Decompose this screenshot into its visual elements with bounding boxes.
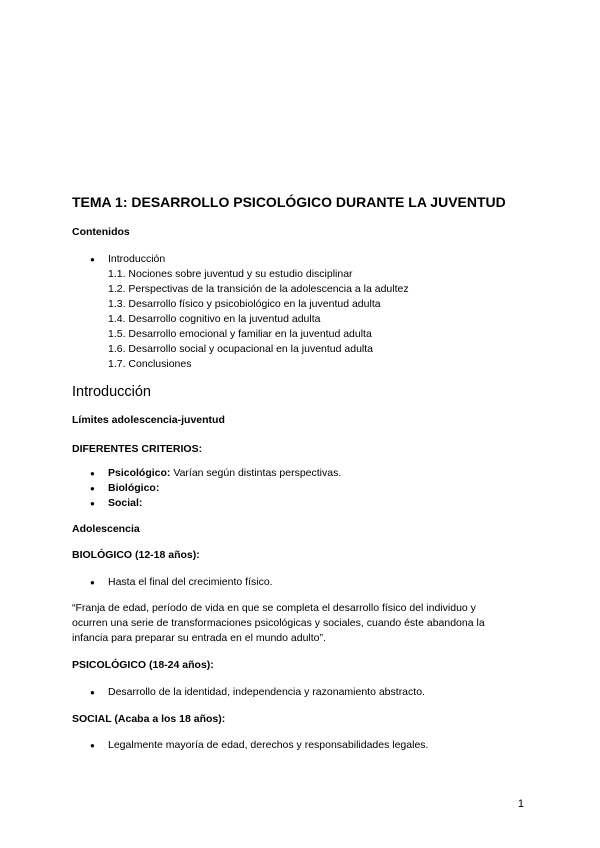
bullet-icon: ● (90, 688, 95, 697)
psychological-bullet: Desarrollo de la identidad, independencia y razonamiento abstracto. (108, 686, 425, 698)
biological-bullet: Hasta el final del crecimiento físico. (108, 576, 273, 588)
contents-heading: Contenidos (72, 226, 130, 238)
psychological-heading: PSICOLÓGICO (18-24 años): (72, 659, 214, 671)
social-bullet: Legalmente mayoría de edad, derechos y responsabilidades legales. (108, 739, 429, 751)
page-number: 1 (517, 798, 524, 810)
criteria-label: Psicológico: (108, 467, 171, 479)
bullet-icon: ● (90, 499, 95, 508)
biological-heading: BIOLÓGICO (12-18 años): (72, 549, 200, 561)
bullet-icon: ● (90, 484, 95, 493)
bullet-icon: ● (90, 741, 95, 750)
toc-item: 1.4. Desarrollo cognitivo en la juventud adulta (108, 313, 321, 325)
criteria-item-biological (108, 482, 159, 494)
toc-item: 1.1. Nociones sobre juventud y su estudio disciplinar (108, 268, 353, 280)
toc-item: 1.2. Perspectivas de la transición de la adolescencia a la adultez (108, 283, 409, 295)
toc-item: 1.6. Desarrollo social y ocupacional en la juventud adulta (108, 343, 373, 355)
toc-item: 1.3. Desarrollo físico y psicobiológico en la juventud adulta (108, 298, 381, 310)
section-heading-intro: Introducción (72, 384, 151, 400)
bullet-icon: ● (90, 469, 95, 478)
criteria-heading: DIFERENTES CRITERIOS: (72, 443, 203, 455)
document-title: TEMA 1: DESARROLLO PSICOLÓGICO DURANTE LA JUVENTUD (72, 194, 506, 210)
adolescence-heading: Adolescencia (72, 523, 140, 535)
toc-item: 1.5. Desarrollo emocional y familiar en la juventud adulta (108, 328, 372, 340)
criteria-item-psychological (108, 467, 341, 479)
quote-line: ocurren una serie de transformaciones psicológicas y sociales, cuando éste abandona la (72, 617, 485, 629)
bullet-icon: ● (90, 255, 95, 264)
social-heading: SOCIAL (Acaba a los 18 años): (72, 713, 226, 725)
limits-heading: Límites adolescencia-juventud (72, 414, 225, 426)
quote-line: infancia para preparar su entrada en el mundo adulto”. (72, 632, 326, 644)
toc-item: 1.7. Conclusiones (108, 358, 192, 370)
toc-intro-item: Introducción (108, 253, 166, 265)
criteria-text: Varían según distintas perspectivas. (170, 467, 342, 479)
criteria-label: Biológico: (108, 482, 160, 494)
criteria-item-social (108, 497, 142, 509)
criteria-label: Social: (108, 497, 143, 509)
quote-line: “Franja de edad, período de vida en que se completa el desarrollo físico del individuo y (72, 602, 476, 614)
bullet-icon: ● (90, 578, 95, 587)
